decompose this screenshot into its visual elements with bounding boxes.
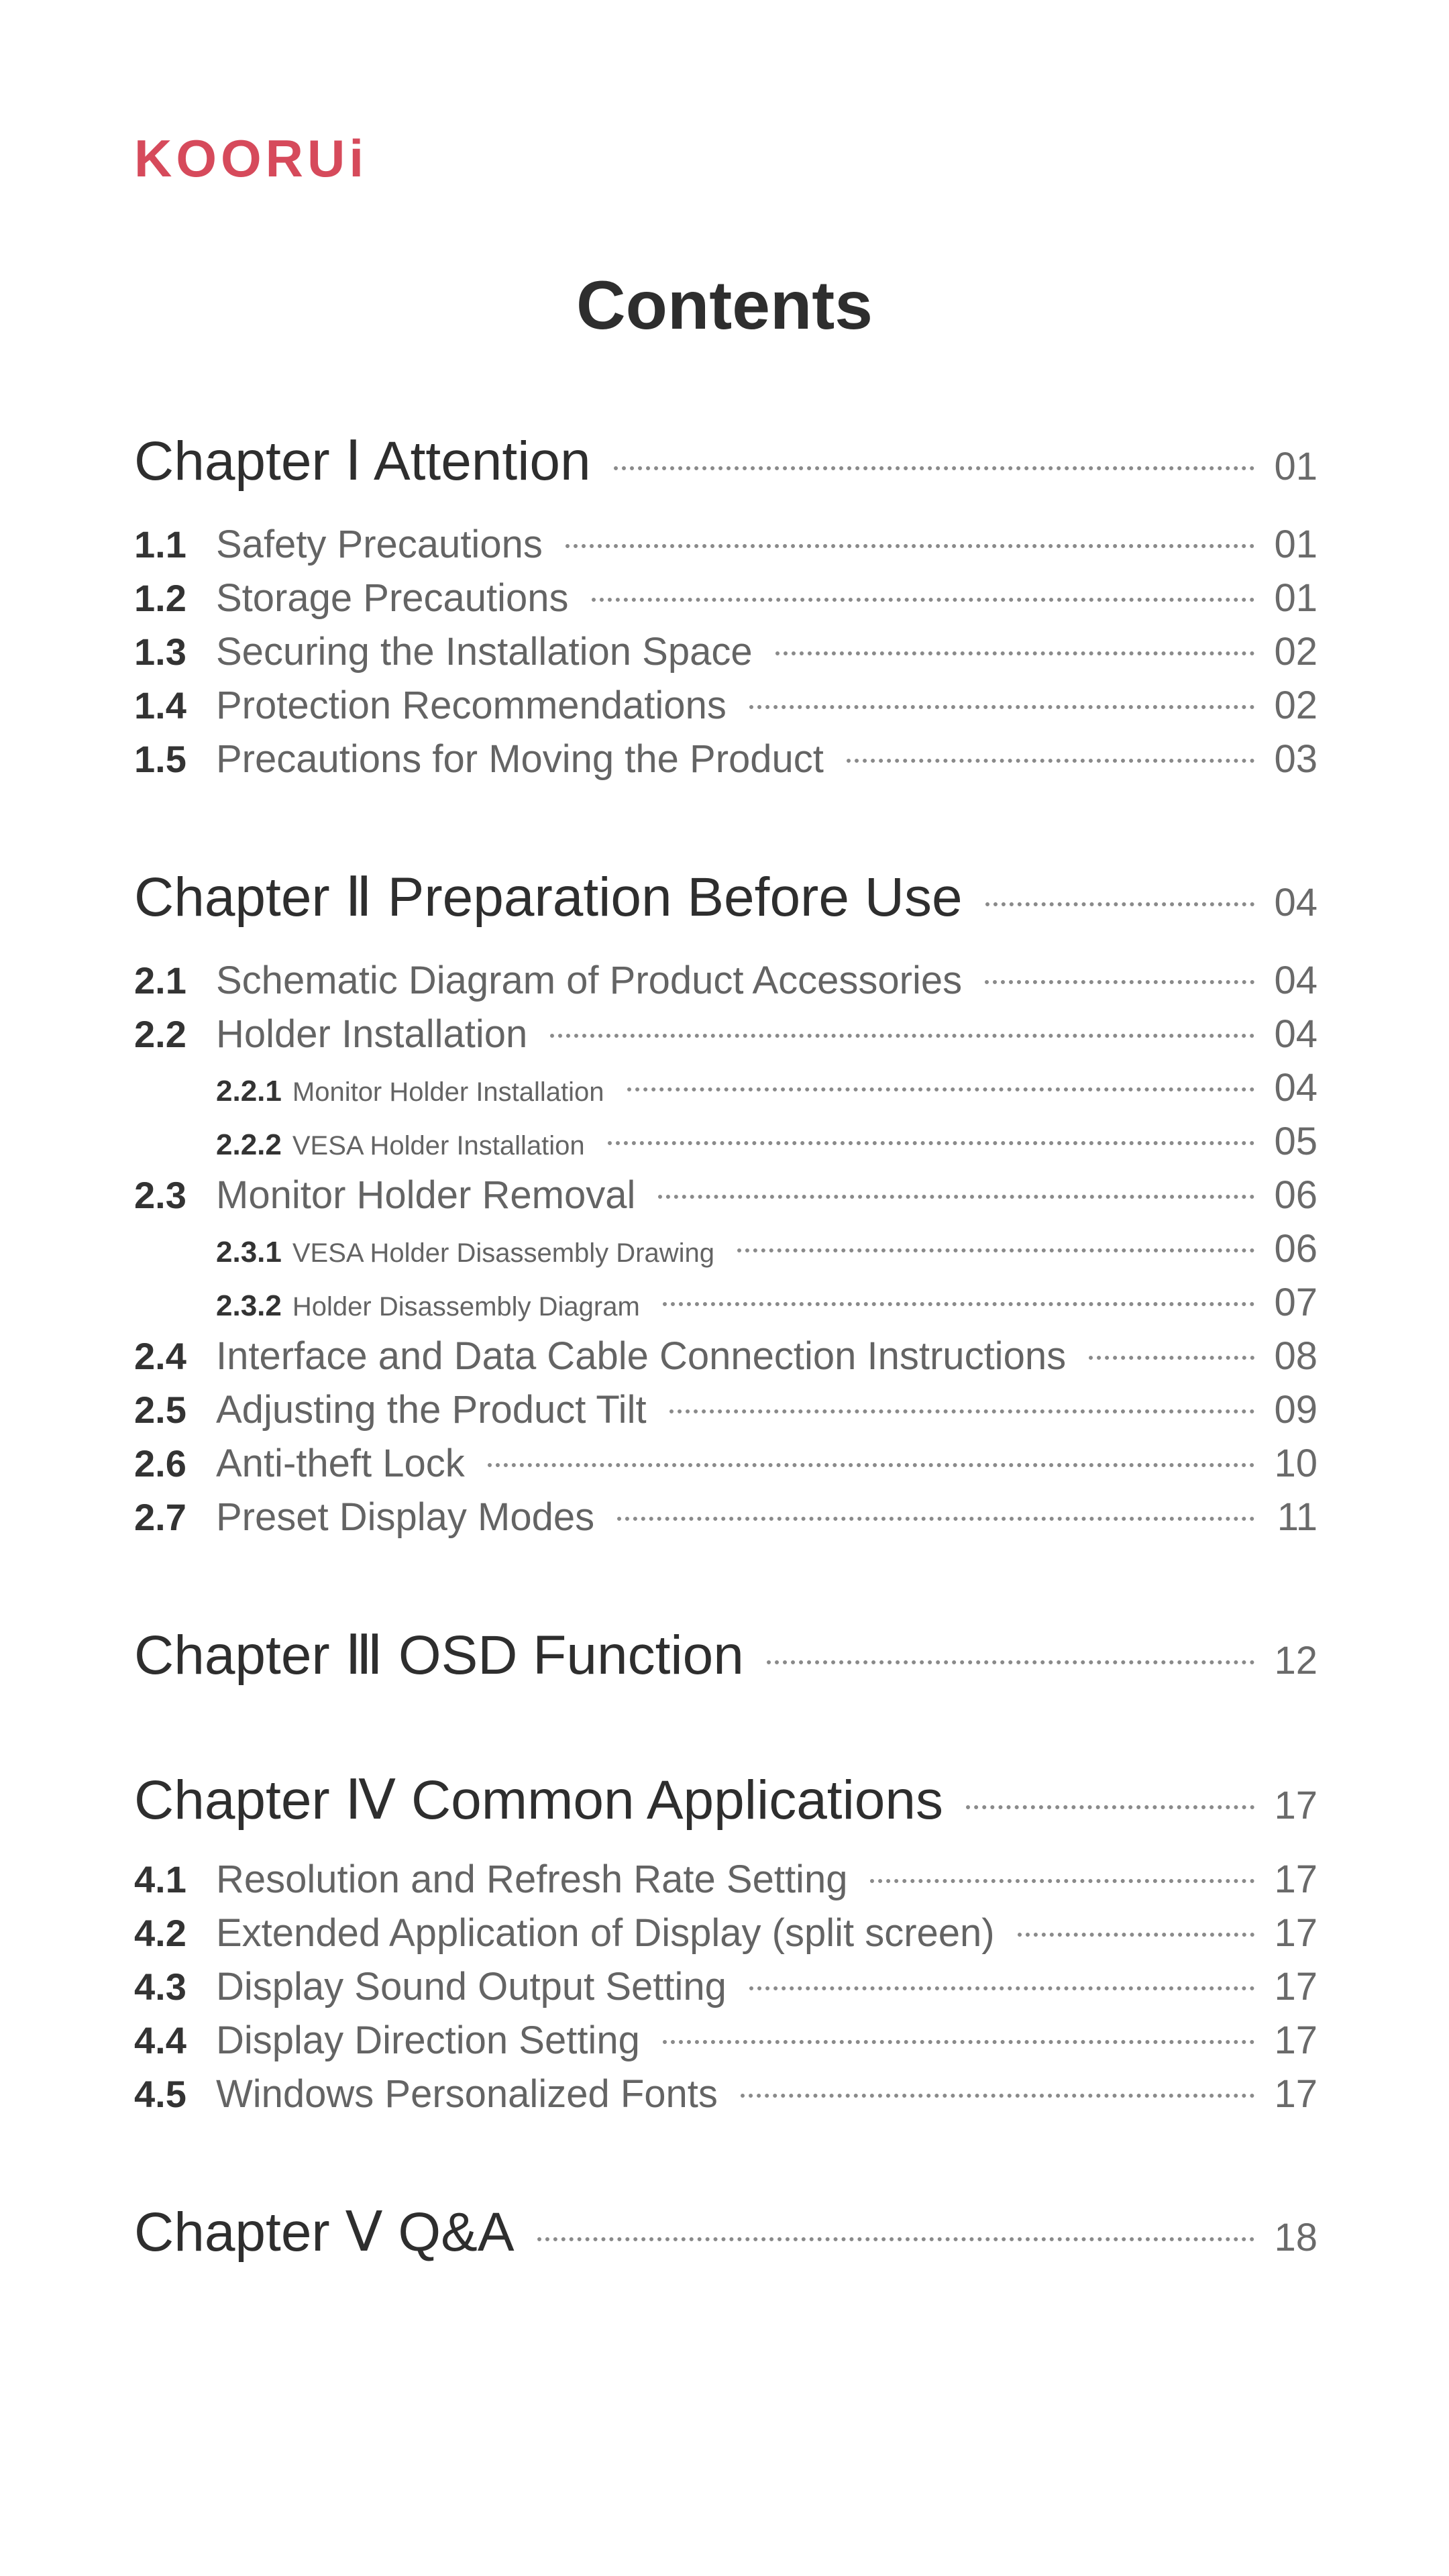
toc-leader-dots (608, 1141, 1254, 1145)
toc-section-4-2[interactable] (134, 1911, 1318, 1955)
toc-page-number: 17 (1274, 1858, 1318, 1901)
toc-subsection-number: 2.3.2 (216, 1289, 282, 1322)
toc-page-number: 04 (1274, 1066, 1318, 1110)
toc-subsection-label: VESA Holder Disassembly Drawing (292, 1238, 714, 1268)
toc-section-label: Display Sound Output Setting (216, 1965, 727, 2008)
toc-leader-dots (627, 1087, 1254, 1091)
toc-page-number: 03 (1274, 737, 1318, 781)
toc-subsection-label: VESA Holder Installation (292, 1131, 585, 1161)
toc-section-label: Safety Precautions (216, 523, 543, 566)
toc-chapter-1[interactable] (134, 429, 1318, 493)
toc-page-number: 17 (1274, 1911, 1318, 1955)
toc-chapter-3[interactable] (134, 1623, 1318, 1687)
toc-section-label: Securing the Installation Space (216, 630, 753, 674)
toc-leader-dots (767, 1660, 1254, 1664)
toc-section-number: 1.3 (134, 631, 186, 673)
toc-page-number: 06 (1274, 1173, 1318, 1217)
toc-leader-dots (566, 544, 1254, 548)
toc-leader-dots (592, 598, 1254, 602)
toc-leader-dots (985, 980, 1254, 984)
toc-section-2-1[interactable] (134, 958, 1318, 1003)
toc-page-number: 08 (1274, 1334, 1318, 1378)
toc-page-number: 02 (1274, 630, 1318, 674)
toc-chapter-title: Chapter Ⅳ Common Applications (134, 1770, 944, 1831)
toc-page-number: 17 (1274, 1965, 1318, 2008)
toc-section-number: 2.3 (134, 1174, 186, 1216)
toc-page-number: 06 (1274, 1227, 1318, 1271)
toc-section-number: 2.5 (134, 1389, 186, 1431)
toc-leader-dots (617, 1517, 1254, 1521)
toc-section-number: 4.4 (134, 2019, 186, 2061)
toc-page-number: 04 (1274, 1012, 1318, 1056)
toc-leader-dots (985, 902, 1254, 906)
toc-leader-dots (663, 2040, 1254, 2044)
toc-leader-dots (550, 1034, 1254, 1038)
toc-section-label: Adjusting the Product Tilt (216, 1388, 647, 1432)
toc-chapter-5[interactable] (134, 2200, 1318, 2264)
toc-leader-dots (1018, 1933, 1254, 1937)
toc-section-label: Preset Display Modes (216, 1495, 595, 1539)
toc-chapter-title: Chapter Ⅰ Attention (134, 431, 591, 492)
toc-subsection-number: 2.3.1 (216, 1236, 282, 1269)
toc-leader-dots (488, 1463, 1254, 1467)
toc-leader-dots (737, 1248, 1254, 1252)
toc-page-number: 04 (1274, 881, 1318, 924)
toc-section-label: Schematic Diagram of Product Accessories (216, 959, 963, 1002)
toc-leader-dots (669, 1409, 1254, 1413)
toc-page-number: 09 (1274, 1388, 1318, 1432)
toc-section-label: Monitor Holder Removal (216, 1173, 636, 1217)
toc-page-number: 01 (1274, 523, 1318, 566)
toc-section-4-4[interactable] (134, 2018, 1318, 2063)
toc-subsection-2-3-2[interactable] (216, 1280, 1318, 1325)
toc-page-number: 01 (1274, 576, 1318, 620)
toc-page-number: 04 (1274, 959, 1318, 1002)
toc-leader-dots (847, 759, 1254, 763)
toc-leader-dots (537, 2237, 1254, 2241)
toc-page-number: 07 (1274, 1281, 1318, 1324)
toc-section-label: Extended Application of Display (split screen) (216, 1911, 995, 1955)
toc-section-number: 1.5 (134, 738, 186, 780)
toc-chapter-title: Chapter Ⅴ Q&A (134, 2202, 515, 2263)
toc-page-number: 01 (1274, 445, 1318, 488)
toc-page-number: 11 (1277, 1495, 1318, 1539)
toc-section-number: 1.2 (134, 577, 186, 619)
toc-leader-dots (749, 705, 1254, 709)
toc-page-number: 05 (1274, 1120, 1318, 1163)
page-title: Contents (576, 267, 873, 343)
toc-section-label: Protection Recommendations (216, 684, 727, 727)
toc-section-1-3[interactable] (134, 629, 1318, 674)
toc-page-number: 17 (1274, 2019, 1318, 2062)
toc-section-2-5[interactable] (134, 1387, 1318, 1432)
toc-section-2-7[interactable] (134, 1495, 1318, 1540)
toc-leader-dots (966, 1805, 1254, 1809)
toc-chapter-title: Chapter Ⅱ Preparation Before Use (134, 867, 963, 928)
toc-section-label: Holder Installation (216, 1012, 528, 1056)
toc-section-2-6[interactable] (134, 1441, 1318, 1486)
toc-section-2-2[interactable] (134, 1012, 1318, 1057)
toc-leader-dots (663, 1302, 1254, 1306)
toc-section-label: Precautions for Moving the Product (216, 737, 824, 781)
toc-section-1-1[interactable] (134, 522, 1318, 567)
toc-section-number: 4.5 (134, 2073, 186, 2115)
toc-leader-dots (749, 1986, 1254, 1990)
brand-logo (134, 129, 368, 188)
brand-logo-text: KOORUi (134, 129, 368, 188)
toc-section-number: 2.2 (134, 1013, 186, 1055)
toc-section-number: 2.1 (134, 959, 186, 1002)
toc-leader-dots (614, 466, 1254, 470)
toc-chapter-4[interactable] (134, 1768, 1318, 1832)
toc-subsection-number: 2.2.1 (216, 1075, 282, 1108)
toc-section-number: 1.4 (134, 684, 186, 727)
toc-leader-dots (658, 1195, 1254, 1199)
toc-subsection-label: Monitor Holder Installation (292, 1077, 604, 1107)
toc-section-number: 2.7 (134, 1496, 186, 1538)
toc-leader-dots (1089, 1356, 1254, 1360)
toc-section-label: Display Direction Setting (216, 2019, 640, 2062)
toc-section-4-1[interactable] (134, 1857, 1318, 1902)
toc-section-number: 2.4 (134, 1335, 186, 1377)
toc-leader-dots (870, 1879, 1254, 1883)
toc-section-label: Resolution and Refresh Rate Setting (216, 1858, 848, 1901)
toc-section-label: Windows Personalized Fonts (216, 2072, 718, 2116)
toc-page-number: 17 (1274, 2072, 1318, 2116)
toc-section-2-3[interactable] (134, 1173, 1318, 1218)
toc-section-number: 2.6 (134, 1442, 186, 1485)
toc-leader-dots (741, 2094, 1254, 2098)
toc-section-number: 4.2 (134, 1912, 186, 1954)
toc-page-number: 17 (1274, 1784, 1318, 1827)
toc-section-label: Interface and Data Cable Connection Instructions (216, 1334, 1067, 1378)
toc-section-2-4[interactable] (134, 1334, 1318, 1379)
toc-leader-dots (775, 651, 1254, 655)
toc-section-1-4[interactable] (134, 683, 1318, 728)
toc-subsection-number: 2.2.2 (216, 1128, 282, 1161)
toc-section-label: Anti-theft Lock (216, 1442, 465, 1485)
toc-subsection-2-2-1[interactable] (216, 1065, 1318, 1110)
toc-page-number: 18 (1274, 2216, 1318, 2259)
toc-section-1-5[interactable] (134, 737, 1318, 782)
toc-page-number: 02 (1274, 684, 1318, 727)
toc-section-4-5[interactable] (134, 2072, 1318, 2116)
toc-subsection-2-3-1[interactable] (216, 1226, 1318, 1271)
toc-page-number: 10 (1274, 1442, 1318, 1485)
toc-section-4-3[interactable] (134, 1964, 1318, 2009)
toc-section-number: 1.1 (134, 523, 186, 566)
toc-section-label: Storage Precautions (216, 576, 569, 620)
toc-chapter-title: Chapter Ⅲ OSD Function (134, 1625, 744, 1686)
toc-page-number: 12 (1274, 1639, 1318, 1682)
toc-subsection-label: Holder Disassembly Diagram (292, 1292, 640, 1322)
toc-section-number: 4.3 (134, 1966, 186, 2008)
toc-section-1-2[interactable] (134, 576, 1318, 621)
toc-subsection-2-2-2[interactable] (216, 1119, 1318, 1164)
toc-chapter-2[interactable] (134, 865, 1318, 929)
toc-section-number: 4.1 (134, 1858, 186, 1900)
